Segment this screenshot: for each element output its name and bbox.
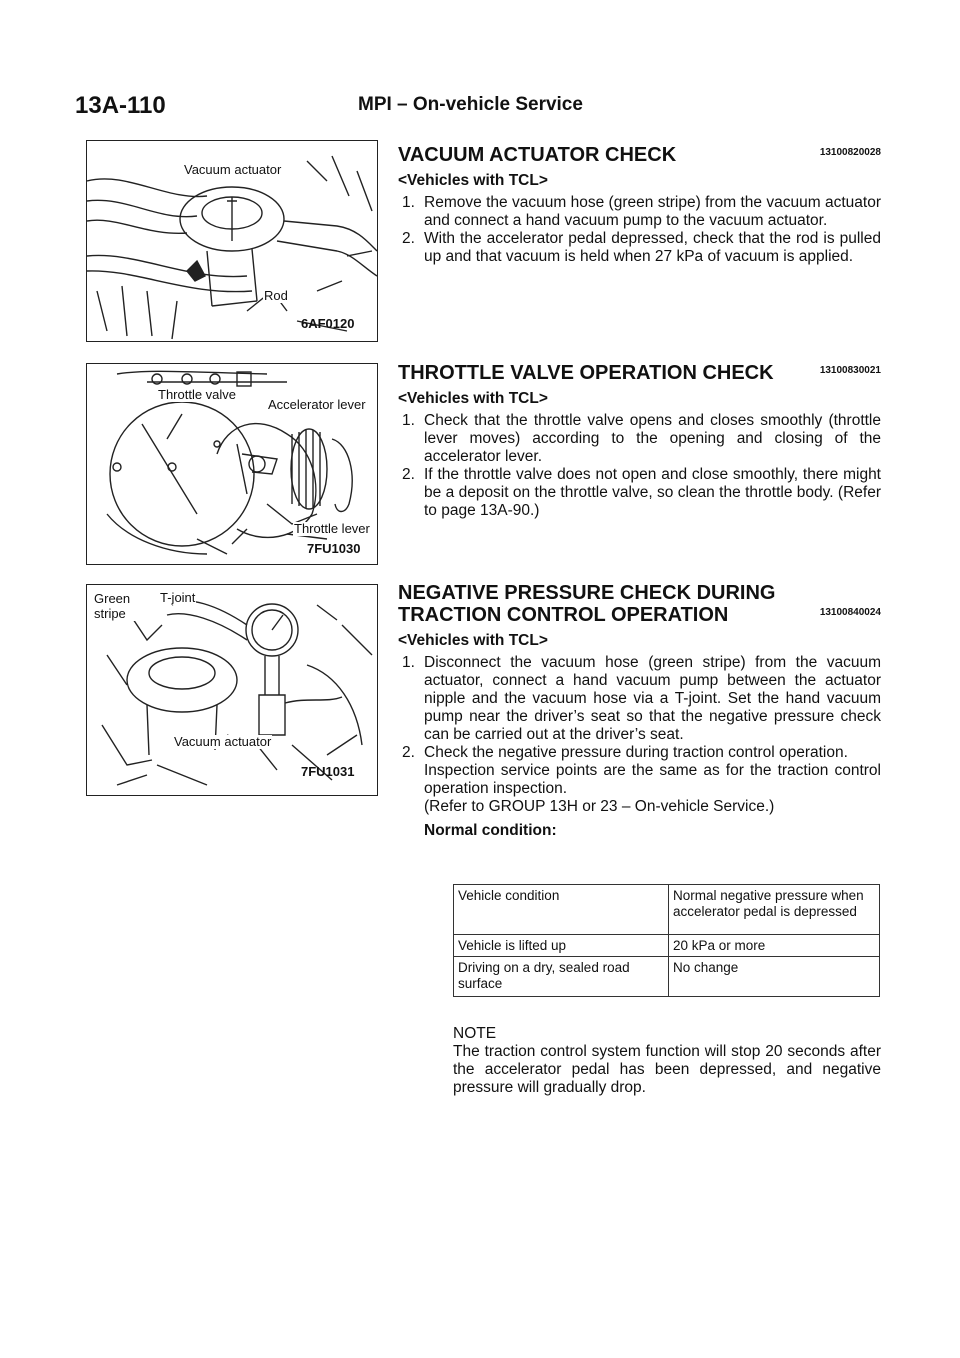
table-row [454, 957, 880, 997]
label-vacuum-actuator: Vacuum actuator [184, 162, 282, 177]
table-header-cell: Vehicle condition [454, 885, 669, 935]
section-title: VACUUM ACTUATOR CHECK 13100820028 [398, 144, 881, 166]
label-rod: Rod [264, 288, 288, 303]
note-text: The traction control system function will stop 20 seconds after the accelerator pedal has been depressed, and negative pressure will gradually drop. [453, 1043, 881, 1096]
section-code: 13100840024 [819, 607, 881, 618]
step-list [398, 412, 881, 520]
vehicle-scope: <Vehicles with TCL> [398, 632, 548, 649]
table-cell: Vehicle is lifted up [454, 935, 669, 957]
spec-table [453, 884, 880, 997]
figure-code: 7FU1031 [301, 764, 355, 779]
table-header-row [454, 885, 880, 935]
note-block [453, 1025, 881, 1097]
label-green-stripe: Green stripe [93, 591, 155, 621]
figure-code: 7FU1030 [307, 541, 361, 556]
figure-vacuum-gauge [86, 584, 378, 796]
figure-code: 6AF0120 [301, 316, 355, 331]
list-item: 1. Remove the vacuum hose (green stripe) from the vacuum actuator and connect a hand vacuum pump to the vacuum actuator. [402, 194, 881, 229]
vehicle-scope: <Vehicles with TCL> [398, 390, 548, 407]
note-label: NOTE [453, 1025, 497, 1042]
section-code: 13100830021 [819, 365, 881, 376]
section-vacuum-actuator-check [398, 144, 881, 266]
list-item: 1. Check that the throttle valve opens and closes smoothly (throttle lever moves) according to the opening and closing of the accelerator lever. [402, 412, 881, 465]
section-header: MPI – On-vehicle Service [358, 94, 583, 115]
section-title: THROTTLE VALVE OPERATION CHECK 13100830021 [398, 362, 881, 384]
label-accelerator-lever: Accelerator lever [268, 397, 366, 412]
step-list [398, 194, 881, 266]
page-number: 13A-110 [75, 92, 166, 119]
section-title-line2: TRACTION CONTROL OPERATION 13100840024 [398, 604, 881, 626]
table-cell: Driving on a dry, sealed road surface [454, 957, 669, 997]
normal-condition-label: Normal condition: [424, 822, 557, 839]
section-code: 13100820028 [819, 147, 881, 158]
vehicle-scope: <Vehicles with TCL> [398, 172, 548, 189]
list-item: 2. Check the negative pressure during traction control operation. Inspection service points are the same as for the traction control operation inspection. (Refer to GROUP 13H or 23 – On-vehicle Service.) [402, 744, 881, 815]
step-list [398, 654, 881, 816]
figure-vacuum-actuator [86, 140, 378, 342]
section-title-line1: NEGATIVE PRESSURE CHECK DURING [398, 582, 776, 604]
list-item: 2. If the throttle valve does not open and close smoothly, there might be a deposit on the throttle valve, so clean the throttle body. (Refer to page 13A-90.) [402, 466, 881, 519]
label-throttle-valve: Throttle valve [158, 387, 237, 402]
list-item: 2. With the accelerator pedal depressed, check that the rod is pulled up and that vacuum is held when 27 kPa of vacuum is applied. [402, 230, 881, 265]
figure-throttle-body [86, 363, 378, 565]
table-cell: 20 kPa or more [669, 935, 880, 957]
table-header-cell: Normal negative pressure when accelerator pedal is depressed [669, 885, 880, 935]
table-row [454, 935, 880, 957]
label-vacuum-actuator: Vacuum actuator [174, 734, 272, 749]
section-throttle-valve-check [398, 362, 881, 520]
label-t-joint: T-joint [160, 590, 196, 605]
table-cell: No change [669, 957, 880, 997]
label-throttle-lever: Throttle lever [294, 521, 370, 536]
section-negative-pressure-check [398, 582, 881, 840]
list-item: 1. Disconnect the vacuum hose (green stripe) from the vacuum actuator, connect a hand vacuum pump between the actuator nipple and the vacuum hose via a T-joint. Set the hand vacuum pump near the driver’s seat so that the negative pressure check can be carried out at the driver’s seat. [402, 654, 881, 743]
